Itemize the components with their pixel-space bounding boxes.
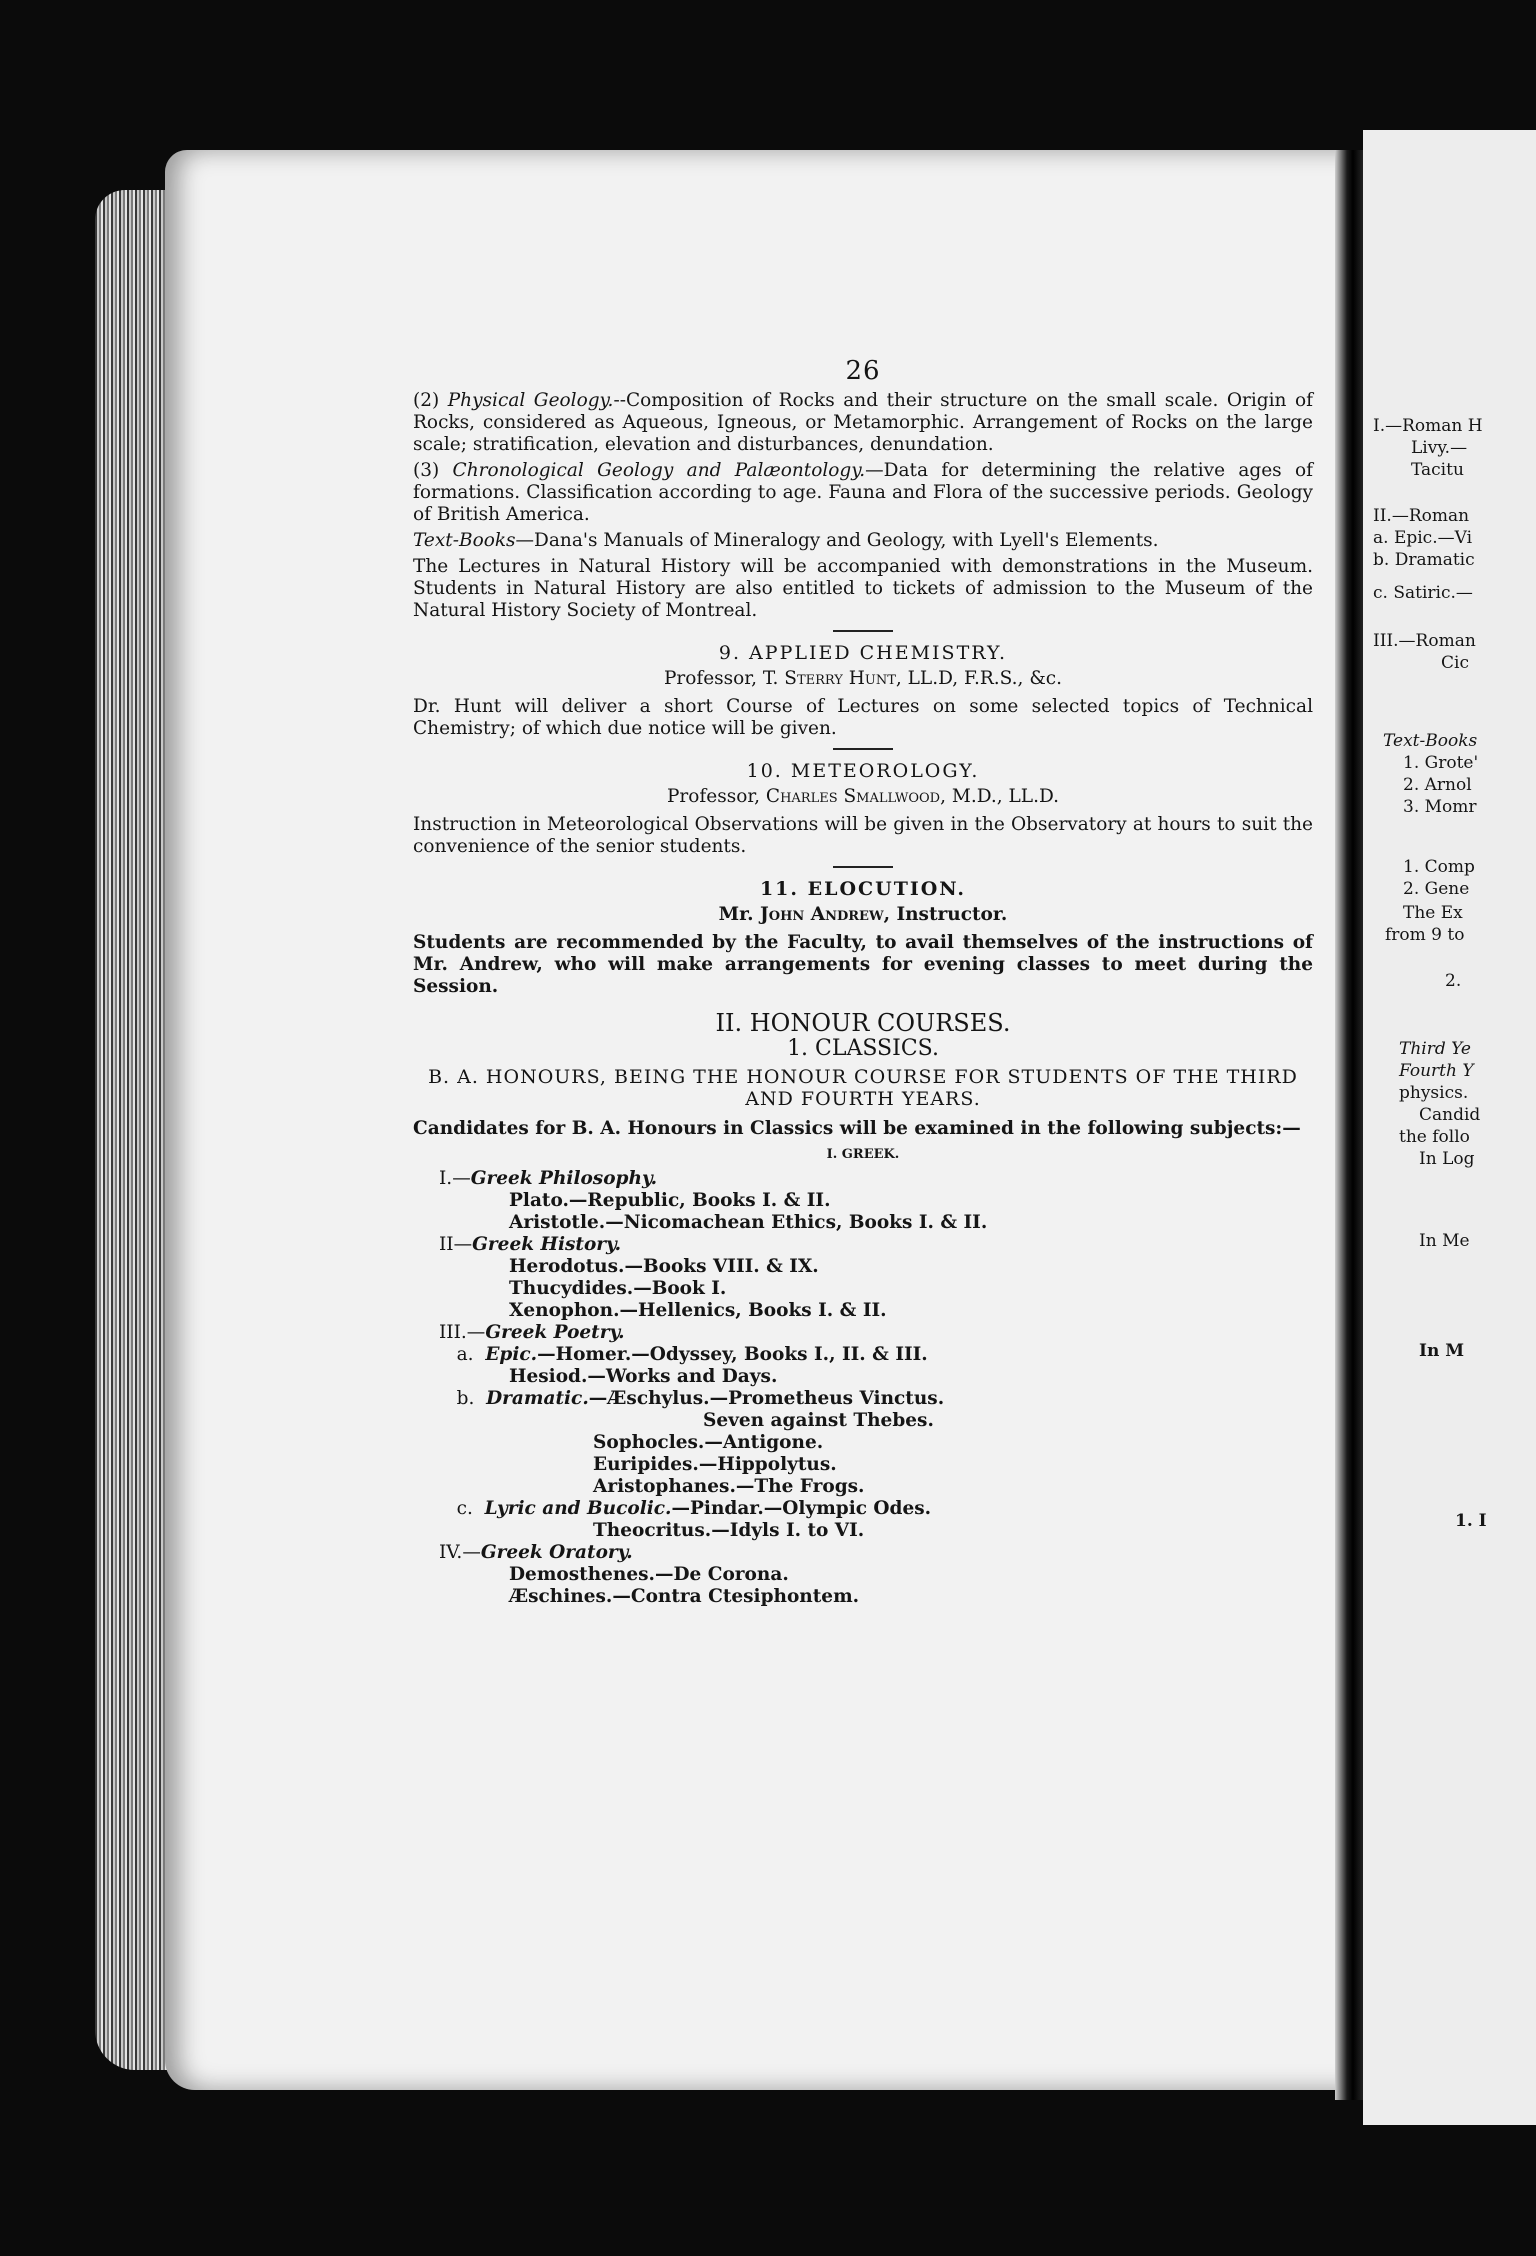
right-fragment: III.—Roman — [1373, 631, 1476, 651]
paragraph-physical-geology — [413, 390, 1313, 456]
paragraph-text-books — [413, 530, 1313, 552]
professor-name: Charles Smallwood — [765, 786, 941, 807]
list-item-prefix: b. — [439, 1388, 487, 1409]
paragraph-label: (3) — [413, 460, 453, 481]
right-page — [1363, 130, 1536, 2125]
list-item-text: Seven against Thebes. — [703, 1410, 934, 1431]
right-fragment: 2. — [1445, 971, 1462, 991]
instructor-line — [413, 904, 1313, 926]
section-heading-elocution: 11. ELOCUTION. — [759, 878, 967, 900]
greek-list-item — [413, 1564, 1313, 1586]
section-divider — [833, 866, 893, 868]
list-item-prefix: c. — [439, 1498, 485, 1519]
list-item-topic: Greek Poetry. — [485, 1322, 625, 1343]
greek-list-item — [413, 1322, 1313, 1344]
right-fragment: Fourth Y — [1399, 1061, 1474, 1081]
right-fragment: 3. Momr — [1403, 797, 1477, 817]
greek-list-item — [413, 1410, 1313, 1432]
section-divider — [833, 748, 893, 750]
greek-list-item — [413, 1190, 1313, 1212]
right-fragment: Text-Books — [1383, 731, 1478, 751]
right-fragment: 2. Arnol — [1403, 775, 1472, 795]
subheading-greek: I. GREEK. — [826, 1147, 900, 1162]
right-fragment: 1. Comp — [1403, 857, 1475, 877]
paragraph-elocution: Students are recommended by the Faculty, to avail themselves of the instructions of Mr. Andrew, who will make arrangements for evening classes to meet during the Session. — [413, 932, 1313, 997]
greek-course-list — [413, 1168, 1313, 1608]
list-item-text: Aristotle.—Nicomachean Ethics, Books I. & II. — [509, 1212, 988, 1233]
greek-list-item — [413, 1432, 1313, 1454]
paragraph-topic: Chronological Geology and Palæontology. — [452, 460, 866, 481]
greek-list-item — [413, 1212, 1313, 1234]
professor-name: Sterry Hunt — [784, 668, 896, 689]
professor-suffix: , M.D., LL.D. — [940, 786, 1060, 807]
list-item-text: Sophocles.—Antigone. — [593, 1432, 824, 1453]
list-item-prefix: a. — [439, 1344, 486, 1365]
paragraph-text: —Dana's Manuals of Mineralogy and Geology, with Lyell's Elements. — [515, 530, 1159, 551]
ba-honours-heading: B. A. HONOURS, BEING THE HONOUR COURSE FOR STUDENTS OF THE THIRD AND FOURTH YEARS. — [428, 1066, 1298, 1110]
right-fragment: 2. Gene — [1403, 879, 1470, 899]
right-fragment: I.—Roman H — [1373, 416, 1483, 436]
professor-prefix: Professor, T. — [663, 668, 785, 689]
list-item-topic: Dramatic. — [486, 1388, 589, 1409]
professor-suffix: , LL.D, F.R.S., &c. — [895, 668, 1063, 689]
right-fragment: In Me — [1419, 1231, 1470, 1251]
greek-list-item — [413, 1542, 1313, 1564]
list-item-prefix: II— — [439, 1234, 473, 1255]
professor-prefix: Professor, — [666, 786, 766, 807]
right-fragment: c. Satiric.— — [1373, 583, 1473, 603]
greek-list-item — [413, 1278, 1313, 1300]
list-item-text: Thucydides.—Book I. — [509, 1278, 727, 1299]
list-item-text: Hesiod.—Works and Days. — [509, 1366, 778, 1387]
list-item-text: Theocritus.—Idyls I. to VI. — [593, 1520, 865, 1541]
list-item-text: Aristophanes.—The Frogs. — [593, 1476, 865, 1497]
list-item-text: Euripides.—Hippolytus. — [593, 1454, 837, 1475]
greek-list-item — [413, 1520, 1313, 1542]
professor-line — [413, 786, 1313, 808]
right-fragment: a. Epic.—Vi — [1373, 528, 1473, 548]
paragraph-topic: Text-Books — [413, 530, 516, 551]
paragraph-candidates: Candidates for B. A. Honours in Classics will be examined in the following subjects:— — [413, 1118, 1301, 1139]
right-fragment: 1. I — [1455, 1511, 1487, 1531]
list-item-text: —Æschylus.—Prometheus Vinctus. — [588, 1388, 945, 1409]
section-heading-meteorology: 10. METEOROLOGY. — [746, 760, 980, 782]
instructor-suffix: , Instructor. — [883, 904, 1008, 925]
list-item-topic: Greek Oratory. — [480, 1542, 633, 1563]
right-fragment: Third Ye — [1399, 1039, 1471, 1059]
right-fragment: b. Dramatic — [1373, 550, 1475, 570]
greek-list-item — [413, 1300, 1313, 1322]
list-item-topic: Epic. — [485, 1344, 538, 1365]
list-item-prefix: III.— — [439, 1322, 486, 1343]
right-fragment: Livy.— — [1411, 438, 1468, 458]
list-item-text: —Pindar.—Olympic Odes. — [671, 1498, 932, 1519]
right-fragment: II.—Roman — [1373, 506, 1470, 526]
greek-list-item — [413, 1586, 1313, 1608]
section-heading-classics: 1. CLASSICS. — [787, 1036, 939, 1061]
right-fragment: In Log — [1419, 1149, 1475, 1169]
list-item-topic: Lyric and Bucolic. — [484, 1498, 672, 1519]
right-fragment: physics. — [1399, 1083, 1469, 1103]
greek-list-item — [413, 1256, 1313, 1278]
greek-list-item — [413, 1498, 1313, 1520]
paragraph-natural-history: The Lectures in Natural History will be accompanied with demonstrations in the Museum. Students in Natural History are also entitled to tickets of admission to the Museum of the Natural History Society of Montreal. — [413, 556, 1313, 621]
list-item-text: Xenophon.—Hellenics, Books I. & II. — [509, 1300, 887, 1321]
greek-list-item — [413, 1168, 1313, 1190]
right-fragment: The Ex — [1403, 903, 1463, 923]
professor-line — [413, 668, 1313, 690]
right-fragment: 1. Grote' — [1403, 753, 1479, 773]
page-edges — [95, 190, 175, 2070]
list-item-topic: Greek History. — [472, 1234, 622, 1255]
paragraph-label: (2) — [413, 390, 448, 411]
right-fragment: the follo — [1399, 1127, 1470, 1147]
paragraph-meteorology: Instruction in Meteorological Observations will be given in the Observatory at hours to suit the convenience of the senior students. — [413, 814, 1313, 857]
list-item-text: Demosthenes.—De Corona. — [509, 1564, 789, 1585]
list-item-prefix: I.— — [439, 1168, 471, 1189]
paragraph-text: --Composition of Rocks and their structure on the small scale. Origin of Rocks, considered as Aqueous, Igneous, or Metamorphic. Arrangement of Rocks on the large scale; stratification, elevation and disturbances, denundation. — [413, 390, 1313, 455]
greek-list-item — [413, 1388, 1313, 1410]
list-item-topic: Greek Philosophy. — [470, 1168, 658, 1189]
greek-list-item — [413, 1234, 1313, 1256]
right-fragment: Candid — [1419, 1105, 1481, 1125]
section-heading-applied-chemistry: 9. APPLIED CHEMISTRY. — [718, 642, 1008, 664]
paragraph-chronological-geology — [413, 460, 1313, 526]
greek-list-item — [413, 1366, 1313, 1388]
list-item-prefix: IV.— — [439, 1542, 481, 1563]
section-divider — [833, 630, 893, 632]
page-number: 26 — [845, 356, 881, 386]
part-heading-honour-courses: II. HONOUR COURSES. — [715, 1009, 1011, 1037]
right-fragment: Cic — [1441, 653, 1469, 673]
greek-list-item — [413, 1344, 1313, 1366]
instructor-prefix: Mr. — [718, 904, 761, 925]
right-fragment: Tacitu — [1411, 460, 1464, 480]
greek-list-item — [413, 1454, 1313, 1476]
paragraph-text: —Data for determining the relative ages of formations. Classification according to age. Fauna and Flora of the successive periods. Geology of British America. — [413, 460, 1314, 525]
instructor-name: John Andrew — [760, 904, 884, 925]
book-gutter — [1335, 150, 1365, 2100]
right-fragment: from 9 to — [1385, 925, 1465, 945]
page-body — [413, 356, 1314, 1608]
list-item-text: Herodotus.—Books VIII. & IX. — [509, 1256, 819, 1277]
paragraph-topic: Physical Geology. — [447, 390, 614, 411]
list-item-text: Plato.—Republic, Books I. & II. — [509, 1190, 831, 1211]
list-item-text: —Homer.—Odyssey, Books I., II. & III. — [537, 1344, 928, 1365]
list-item-text: Æschines.—Contra Ctesiphontem. — [509, 1586, 860, 1607]
paragraph-applied-chemistry: Dr. Hunt will deliver a short Course of Lectures on some selected topics of Technical Chemistry; of which due notice will be given. — [413, 696, 1313, 739]
right-fragment: In M — [1419, 1341, 1465, 1361]
greek-list-item — [413, 1476, 1313, 1498]
